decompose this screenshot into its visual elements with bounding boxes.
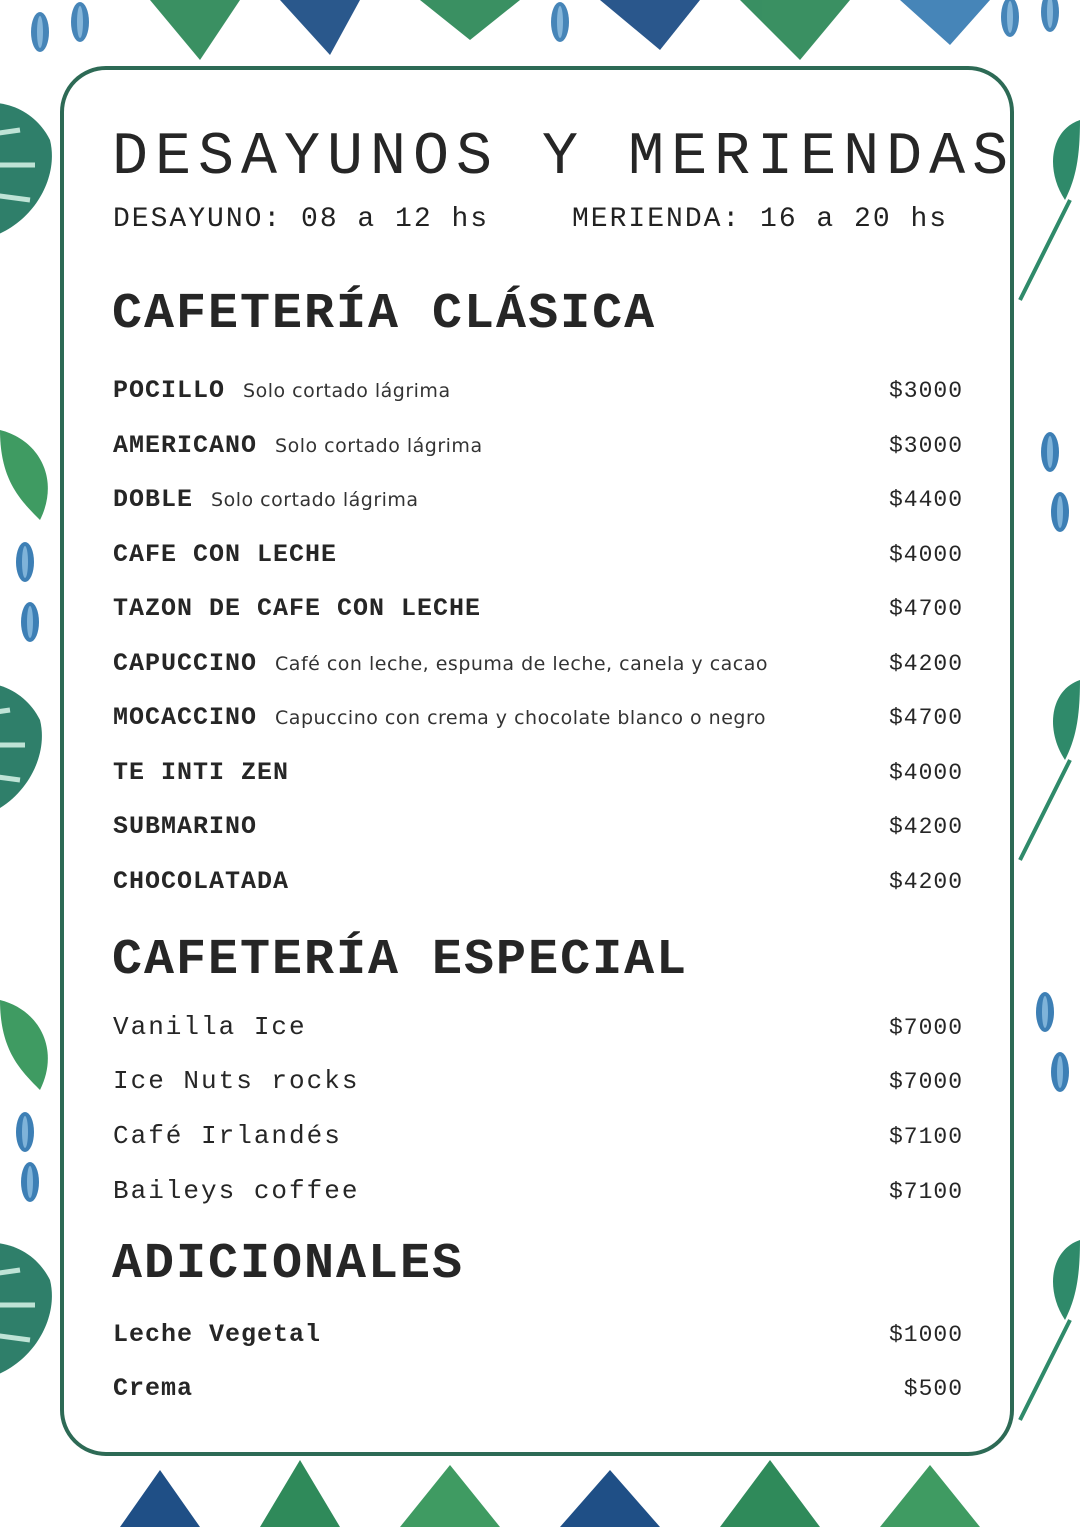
menu-item (113, 485, 963, 525)
menu-item (113, 1012, 963, 1052)
menu-item (113, 1176, 963, 1216)
section-title-cafeteria-especial: CAFETERÍA ESPECIAL (112, 932, 689, 989)
item-price: $4000 (888, 542, 963, 568)
menu-item (113, 1374, 963, 1414)
merienda-hours: MERIENDA: 16 a 20 hs (572, 204, 949, 235)
item-name: Vanilla Ice (113, 1012, 307, 1042)
item-price: $7100 (888, 1124, 963, 1150)
item-price: $1000 (888, 1322, 963, 1348)
item-name: SUBMARINO (113, 812, 258, 841)
menu-item (113, 1320, 963, 1360)
item-price: $4200 (888, 869, 963, 895)
menu-title: DESAYUNOS Y MERIENDAS (112, 124, 1016, 192)
section-title-adicionales: ADICIONALES (112, 1236, 465, 1293)
menu-item (113, 594, 963, 634)
menu-item (113, 1121, 963, 1161)
item-price: $7000 (888, 1015, 963, 1041)
item-price: $500 (903, 1376, 963, 1402)
item-name: TAZON DE CAFE CON LECHE (113, 594, 482, 623)
item-price: $3000 (888, 378, 963, 404)
menu-item (113, 867, 963, 907)
menu-item (113, 376, 963, 416)
item-name: Ice Nuts rocks (113, 1066, 360, 1096)
item-name: CHOCOLATADA (113, 867, 290, 896)
item-name: POCILLO (113, 376, 226, 405)
item-name: CAPUCCINO (113, 649, 258, 678)
item-price: $7100 (888, 1179, 963, 1205)
menu-item (113, 431, 963, 471)
item-name: MOCACCINO (113, 703, 258, 732)
item-name: TE INTI ZEN (113, 758, 290, 787)
menu-item (113, 812, 963, 852)
menu-item (113, 758, 963, 798)
item-price: $4000 (888, 760, 963, 786)
item-description: Capuccino con crema y chocolate blanco o negro (275, 707, 766, 729)
item-name: Leche Vegetal (113, 1320, 322, 1349)
section-title-cafeteria-clasica: CAFETERÍA CLÁSICA (112, 286, 657, 343)
item-description: Café con leche, espuma de leche, canela y cacao (275, 653, 769, 675)
item-name: AMERICANO (113, 431, 258, 460)
item-price: $4400 (888, 487, 963, 513)
item-price: $4200 (888, 814, 963, 840)
item-price: $4700 (888, 705, 963, 731)
item-name: Crema (113, 1374, 194, 1403)
item-name: CAFE CON LECHE (113, 540, 338, 569)
item-description: Solo cortado lágrima (211, 489, 419, 511)
item-description: Solo cortado lágrima (243, 380, 451, 402)
menu-item (113, 1066, 963, 1106)
item-description: Solo cortado lágrima (275, 435, 483, 457)
item-price: $4200 (888, 651, 963, 677)
item-name: Baileys coffee (113, 1176, 360, 1206)
item-price: $3000 (888, 433, 963, 459)
item-name: Café Irlandés (113, 1121, 342, 1151)
item-price: $4700 (888, 596, 963, 622)
menu-item (113, 649, 963, 689)
item-price: $7000 (888, 1069, 963, 1095)
menu-item (113, 540, 963, 580)
item-name: DOBLE (113, 485, 194, 514)
desayuno-hours: DESAYUNO: 08 a 12 hs (113, 204, 490, 235)
menu-item (113, 703, 963, 743)
